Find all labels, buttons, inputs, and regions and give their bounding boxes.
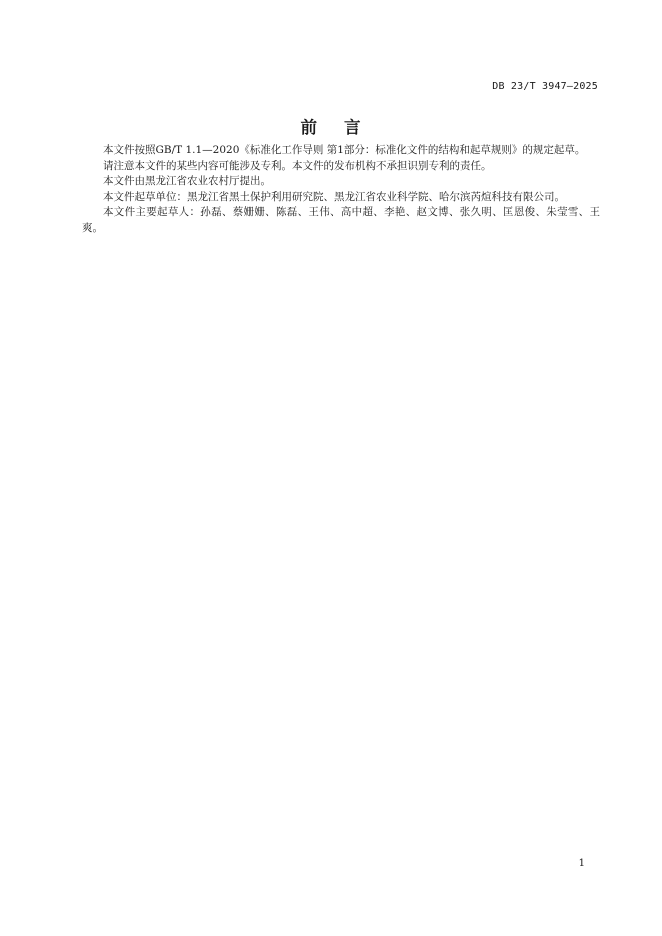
paragraph-drafting-units: 本文件起草单位：黑龙江省黑土保护利用研究院、黑龙江省农业科学院、哈尔滨芮煊科技有限公司。 — [103, 190, 565, 203]
title-char-1: 前 — [300, 118, 318, 137]
paragraph-drafters: 本文件主要起草人：孙磊、蔡姗姗、陈磊、王伟、高中超、李艳、赵文博、张久明、匡恩俊、朱莹雪、王爽。 — [82, 206, 600, 234]
paragraph-patent-notice: 请注意本文件的某些内容可能涉及专利。本文件的发布机构不承担识别专利的责任。 — [103, 159, 492, 172]
paragraph-proposer: 本文件由黑龙江省农业农村厅提出。 — [103, 175, 271, 187]
page-number: 1 — [578, 858, 585, 869]
foreword-body — [82, 143, 600, 236]
paragraph-drafting-rules: 本文件按照GB/T 1.1—2020《标准化工作导则 第1部分：标准化文件的结构和起草规则》的规定起草。 — [103, 144, 586, 156]
document-code: DB 23/T 3947—2025 — [492, 81, 598, 92]
title-char-2: 言 — [344, 118, 362, 137]
page-title — [0, 114, 662, 138]
